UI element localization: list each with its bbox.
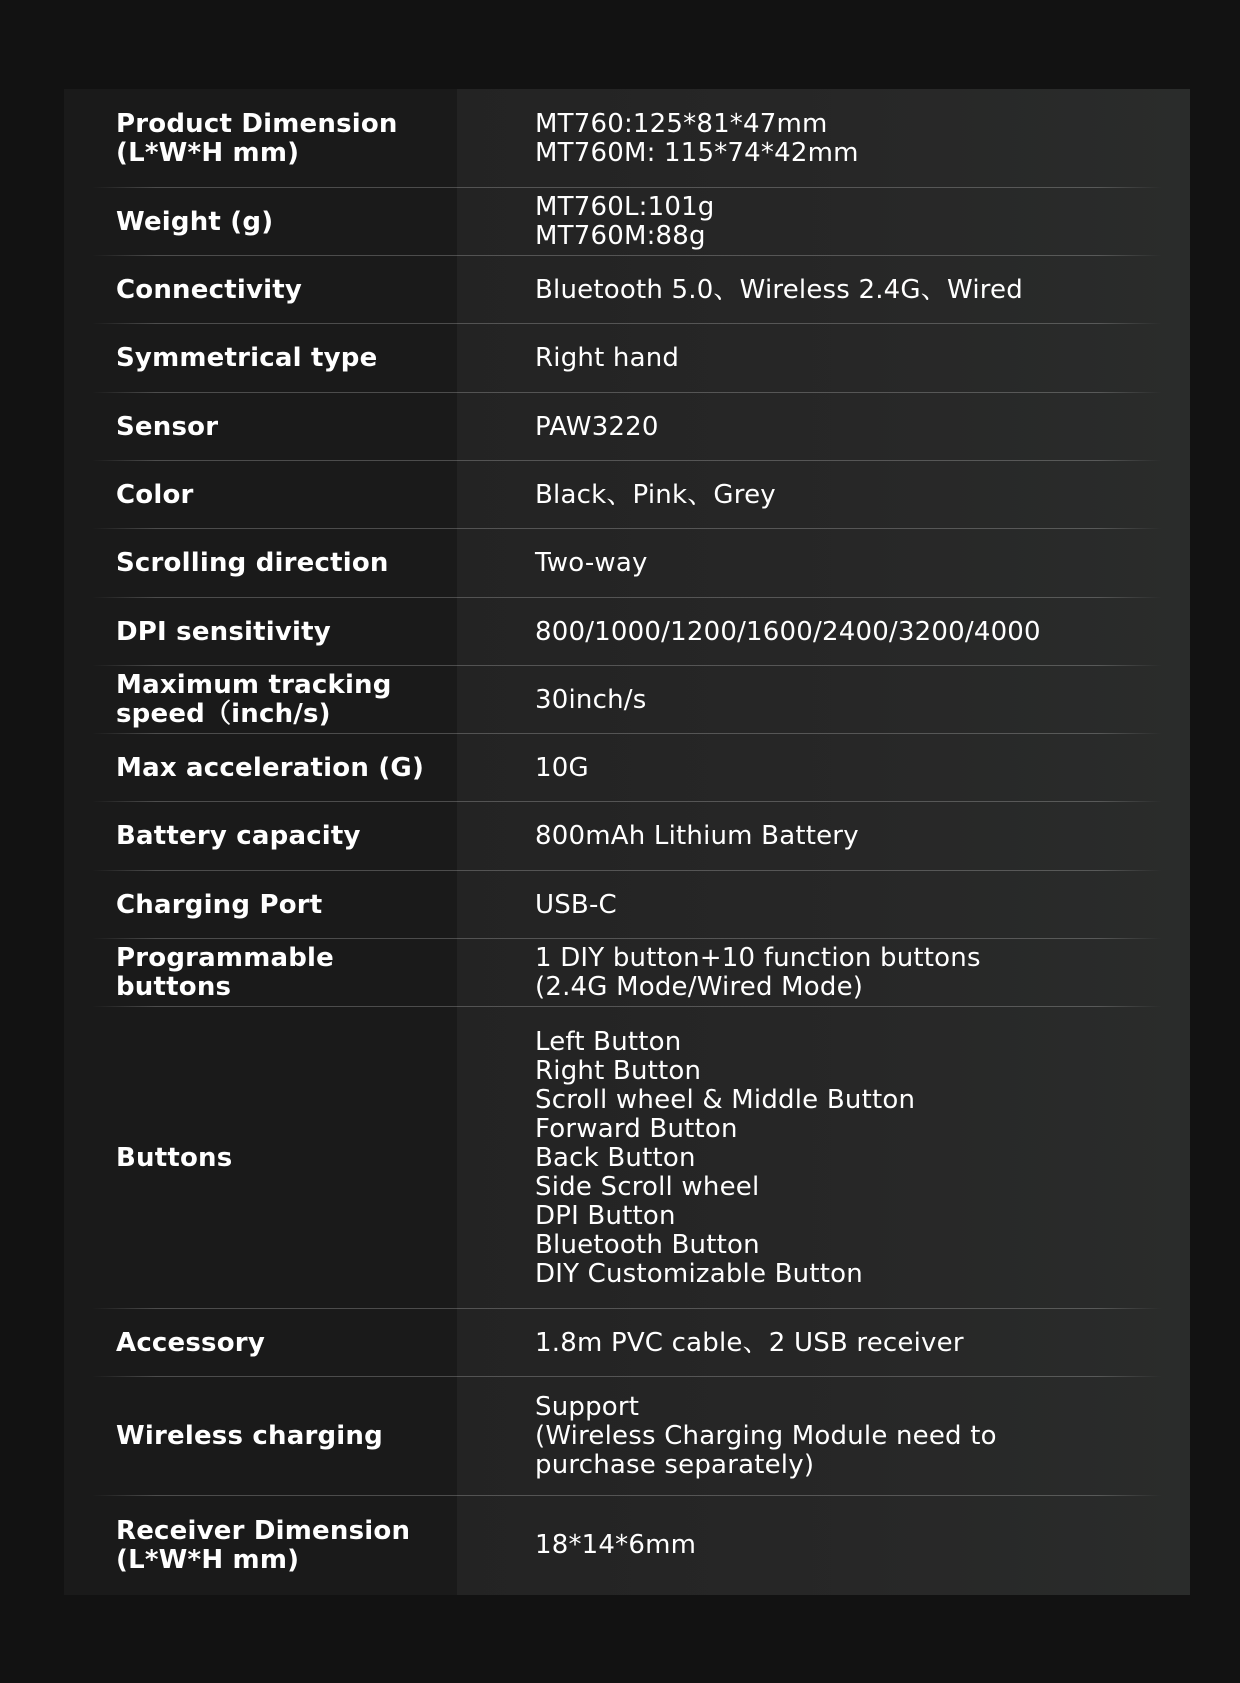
spec-value-line: 800mAh Lithium Battery: [535, 821, 859, 851]
spec-row: [64, 393, 1190, 461]
spec-label-line: Programmable: [116, 943, 335, 973]
spec-value-line: MT760M:88g: [535, 221, 706, 251]
spec-label-line: DPI sensitivity: [116, 616, 331, 647]
spec-row: [64, 89, 1190, 188]
spec-label: [116, 256, 436, 324]
spec-row: [64, 324, 1190, 393]
spec-label-line: Accessory: [116, 1327, 265, 1358]
spec-label: [116, 939, 436, 1007]
spec-label: [116, 529, 436, 598]
spec-value-line: Bluetooth Button: [535, 1229, 760, 1260]
spec-value-line: Right hand: [535, 343, 680, 373]
spec-value: [535, 1377, 1155, 1496]
spec-row: [64, 529, 1190, 598]
spec-value: [535, 734, 1155, 802]
spec-label-line: Sensor: [116, 411, 219, 442]
spec-value-line: Left Button: [535, 1026, 682, 1057]
spec-value-line: MT760:125*81*47mm: [535, 108, 828, 139]
spec-label-line: Receiver Dimension: [116, 1515, 411, 1546]
spec-label-line: Charging Port: [116, 889, 323, 920]
spec-label: [116, 188, 436, 256]
spec-value-line: 800/1000/1200/1600/2400/3200/4000: [535, 616, 1041, 647]
spec-row: [64, 666, 1190, 734]
spec-value: [535, 256, 1155, 324]
spec-value-line: Side Scroll wheel: [535, 1171, 760, 1202]
spec-value-line: Support: [535, 1392, 640, 1422]
spec-value-line: 1.8m PVC cable、2 USB receiver: [535, 1327, 964, 1358]
spec-row: [64, 1007, 1190, 1309]
spec-value-line: DPI Button: [535, 1200, 676, 1231]
spec-label: [116, 802, 436, 871]
spec-row: [64, 461, 1190, 529]
spec-label: [116, 393, 436, 461]
spec-label: [116, 1496, 436, 1595]
spec-value: [535, 461, 1155, 529]
spec-label: [116, 461, 436, 529]
spec-value: [535, 802, 1155, 871]
spec-row: [64, 871, 1190, 939]
spec-label: [116, 666, 436, 734]
spec-label-line: Color: [116, 479, 194, 510]
spec-value: [535, 871, 1155, 939]
spec-label-line: buttons: [116, 972, 232, 1002]
spec-value-line: 1 DIY button+10 function buttons: [535, 943, 981, 973]
spec-label-line: Max acceleration (G): [116, 752, 425, 783]
spec-row: [64, 939, 1190, 1007]
spec-value: [535, 939, 1155, 1007]
spec-label: [116, 1007, 436, 1309]
spec-label-line: Connectivity: [116, 274, 302, 305]
spec-row: [64, 734, 1190, 802]
spec-value-line: 30inch/s: [535, 684, 647, 715]
spec-label-line: Battery capacity: [116, 821, 361, 851]
spec-label-line: Symmetrical type: [116, 343, 378, 373]
spec-value-line: Two-way: [535, 548, 648, 578]
spec-value: [535, 188, 1155, 256]
spec-label-line: Scrolling direction: [116, 548, 389, 578]
spec-value-line: 18*14*6mm: [535, 1530, 697, 1560]
spec-value-line: (Wireless Charging Module need to: [535, 1421, 997, 1451]
spec-value-line: Right Button: [535, 1055, 702, 1086]
spec-label: [116, 598, 436, 666]
spec-label-line: (L*W*H mm): [116, 137, 300, 168]
spec-table: [64, 89, 1190, 1595]
spec-value-line: Bluetooth 5.0、Wireless 2.4G、Wired: [535, 274, 1023, 305]
spec-value: [535, 1007, 1155, 1309]
spec-value: [535, 89, 1155, 188]
spec-label-line: Weight (g): [116, 206, 274, 237]
spec-value-line: Back Button: [535, 1142, 696, 1173]
spec-label-line: Wireless charging: [116, 1421, 383, 1451]
spec-value: [535, 393, 1155, 461]
spec-row: [64, 802, 1190, 871]
spec-value: [535, 666, 1155, 734]
spec-row: [64, 188, 1190, 256]
spec-value-line: 10G: [535, 752, 589, 783]
spec-row: [64, 1496, 1190, 1595]
spec-label: [116, 1377, 436, 1496]
spec-value-line: USB-C: [535, 889, 617, 920]
spec-value: [535, 529, 1155, 598]
spec-value: [535, 598, 1155, 666]
spec-value-line: purchase separately): [535, 1450, 815, 1480]
spec-label: [116, 89, 436, 188]
spec-label: [116, 1309, 436, 1377]
spec-label: [116, 324, 436, 393]
spec-value: [535, 1496, 1155, 1595]
spec-value-line: MT760L:101g: [535, 192, 715, 222]
spec-label-line: Maximum tracking: [116, 670, 392, 700]
spec-value-line: DIY Customizable Button: [535, 1258, 863, 1289]
spec-value: [535, 1309, 1155, 1377]
spec-label-line: Buttons: [116, 1142, 233, 1173]
spec-label-line: Product Dimension: [116, 108, 398, 139]
spec-value-line: Scroll wheel & Middle Button: [535, 1084, 916, 1115]
spec-value-line: Black、Pink、Grey: [535, 479, 776, 510]
spec-value: [535, 324, 1155, 393]
spec-value-line: (2.4G Mode/Wired Mode): [535, 972, 864, 1002]
spec-row: [64, 598, 1190, 666]
spec-value-line: Forward Button: [535, 1113, 738, 1144]
spec-value-line: PAW3220: [535, 411, 659, 442]
spec-value-line: MT760M: 115*74*42mm: [535, 137, 859, 168]
spec-row: [64, 256, 1190, 324]
spec-label-line: (L*W*H mm): [116, 1544, 300, 1575]
spec-label: [116, 871, 436, 939]
spec-label: [116, 734, 436, 802]
spec-row: [64, 1377, 1190, 1496]
spec-label-line: speed（inch/s): [116, 699, 331, 729]
spec-row: [64, 1309, 1190, 1377]
